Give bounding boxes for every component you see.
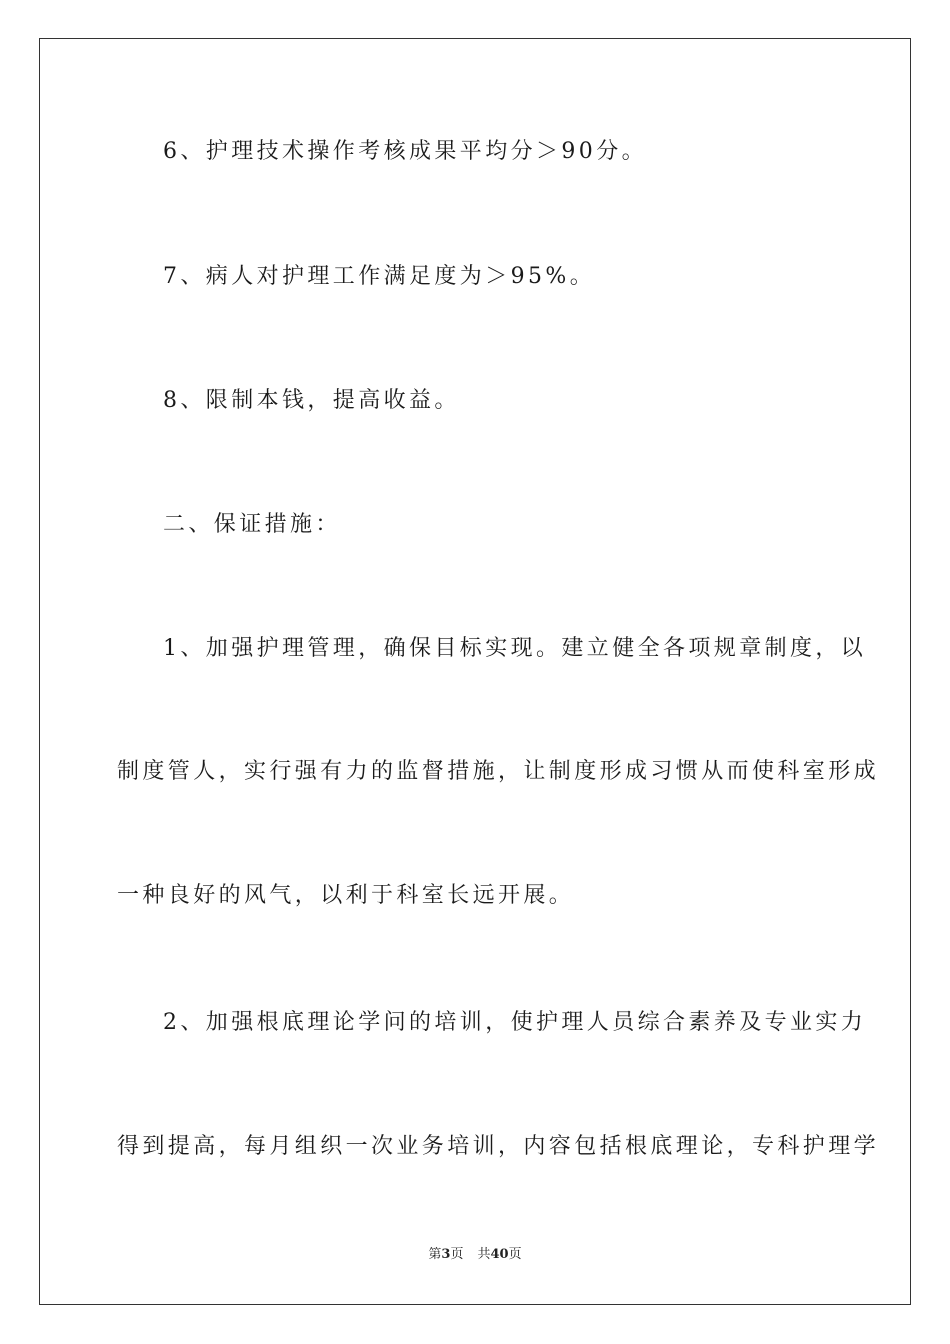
text-line-5: 1、加强护理管理，确保目标实现。建立健全各项规章制度，以	[163, 636, 867, 661]
text-line-7: 一种良好的风气，以利于科室长远开展。	[117, 883, 575, 908]
footer-total-prefix: 共	[477, 1247, 491, 1262]
text-line-1: 6、护理技术操作考核成果平均分＞90分。	[163, 139, 647, 164]
page-footer	[0, 1246, 950, 1264]
footer-page-suffix: 页	[450, 1247, 464, 1262]
text-line-8: 2、加强根底理论学问的培训，使护理人员综合素养及专业实力	[163, 1010, 867, 1035]
text-line-2: 7、病人对护理工作满足度为＞95%。	[163, 264, 596, 289]
text-line-3: 8、限制本钱，提高收益。	[163, 388, 460, 413]
footer-total-pages: 40	[490, 1247, 509, 1262]
footer-page-prefix: 第	[428, 1247, 442, 1262]
footer-total-suffix: 页	[508, 1247, 522, 1262]
text-line-9: 得到提高，每月组织一次业务培训，内容包括根底理论，专科护理学	[117, 1134, 880, 1159]
page-border	[39, 38, 911, 1305]
section-heading: 二、保证措施：	[163, 512, 341, 537]
text-line-6: 制度管人，实行强有力的监督措施，让制度形成习惯从而使科室形成	[117, 759, 880, 784]
footer-page-number: 3	[441, 1247, 451, 1262]
